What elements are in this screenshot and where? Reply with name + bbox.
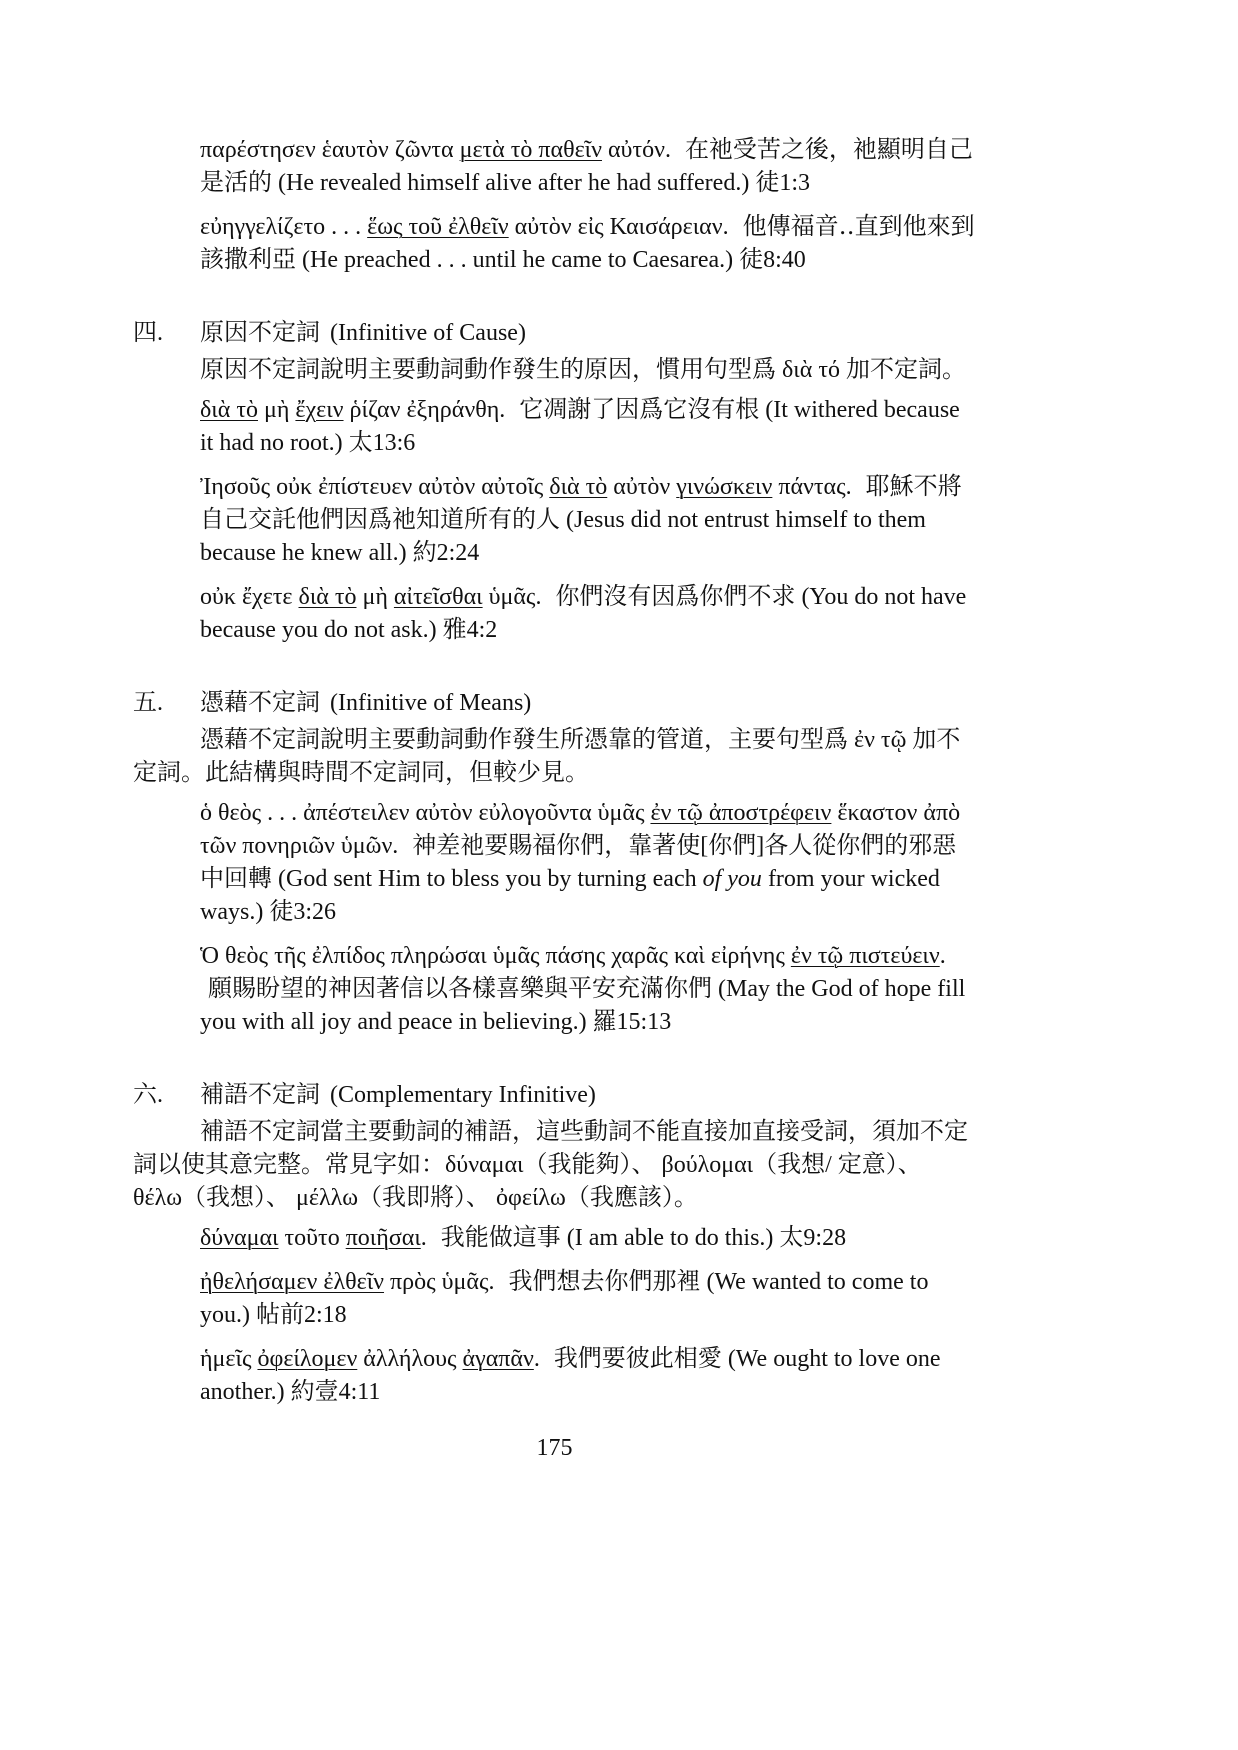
english-segment: (God sent Him to bless you by turning each	[278, 866, 703, 892]
greek-text	[200, 1346, 540, 1372]
greek-infinitive-underlined: δύναμαι	[200, 1225, 279, 1251]
scripture-reference: 雅4:2	[442, 617, 498, 643]
scripture-reference: 約2:24	[412, 540, 480, 566]
english-translation: (I am able to do this.)	[566, 1225, 774, 1251]
scripture-reference: 太13:6	[348, 430, 416, 456]
greek-infinitive-underlined: μετὰ τὸ παθεῖν	[459, 137, 602, 163]
greek-segment: μὴ	[257, 397, 296, 423]
english-translation: (We ought to love one another.)	[200, 1346, 941, 1405]
example-sentence	[200, 1266, 976, 1332]
chinese-translation: 我們想去你們那裡	[508, 1269, 701, 1295]
section-title-english: (Complementary Infinitive)	[330, 1082, 596, 1108]
section-infinitive-of-means	[133, 687, 976, 1039]
greek-segment: μὴ	[356, 584, 394, 610]
greek-infinitive-underlined: ἔχειν	[295, 397, 344, 423]
example-sentence	[200, 581, 976, 647]
section-heading	[133, 1079, 976, 1112]
example-sentence	[200, 797, 976, 929]
greek-segment: ὁ θεὸς . . . ἀπέστειλεν αὐτὸν εὐλογοῦντα ὑμᾶς	[200, 800, 651, 826]
chinese-translation: 他傳福音‥直到他來到該撒利亞	[200, 214, 975, 273]
section-complementary-infinitive	[133, 1079, 976, 1409]
english-translation: (It withered because it had no root.)	[200, 397, 960, 456]
example-sentence	[200, 211, 976, 277]
section-heading	[133, 317, 976, 350]
greek-segment: αὐτόν.	[601, 137, 671, 163]
scripture-reference: 太9:28	[779, 1225, 847, 1251]
greek-infinitive-underlined: αἰτεῖσθαι	[393, 584, 483, 610]
greek-infinitive-underlined: ὀφείλομεν	[257, 1346, 358, 1372]
greek-segment: Ὁ θεὸς τῆς ἐλπίδος πληρώσαι ὑμᾶς πάσης χαρᾶς καὶ εἰρήνης	[200, 943, 791, 969]
scripture-reference: 羅15:13	[592, 1009, 672, 1035]
scripture-reference: 徒8:40	[739, 247, 806, 273]
example-sentence	[200, 1343, 976, 1409]
greek-text	[200, 397, 505, 423]
greek-segment: ὑμᾶς.	[482, 584, 542, 610]
greek-infinitive-underlined: ἐν τῷ ἀποστρέφειν	[650, 800, 832, 826]
scripture-reference: 約壹4:11	[290, 1379, 381, 1405]
greek-infinitive-underlined: διὰ τὸ	[549, 474, 608, 500]
chinese-translation: 你們沒有因爲你們不求	[555, 584, 796, 610]
greek-segment: αὐτὸν εἰς Καισάρειαν.	[508, 214, 729, 240]
greek-infinitive-underlined: ἕως τοῦ ἐλθεῖν	[367, 214, 509, 240]
greek-infinitive-underlined: γινώσκειν	[676, 474, 773, 500]
greek-infinitive-underlined: ἐν τῷ πιστεύειν	[790, 943, 940, 969]
section-description: 補語不定詞當主要動詞的補語，這些動詞不能直接加直接受詞，須加不定詞以使其意完整。常見字如：δύναμαι（我能夠）、 βούλομαι（我想/ 定意）、 θέλω（我想）、 μέλλω（我即將）、 ὀφείλω（我應該）。	[133, 1119, 968, 1211]
continued-examples	[133, 134, 976, 277]
example-sentence	[200, 134, 976, 200]
greek-segment: αὐτὸν	[607, 474, 677, 500]
scripture-reference: 徒1:3	[755, 170, 810, 196]
greek-segment: παρέστησεν ἑαυτὸν ζῶντα	[200, 137, 460, 163]
section-description: 原因不定詞說明主要動詞動作發生的原因，慣用句型爲 διὰ τό 加不定詞。	[200, 357, 966, 383]
greek-segment: .	[939, 943, 946, 969]
section-number: 六.	[133, 1082, 163, 1108]
section-title-english: (Infinitive of Cause)	[330, 320, 526, 346]
chinese-translation: 它凋謝了因爲它沒有根	[519, 397, 760, 423]
greek-segment: ῥίζαν ἐξηράνθη.	[343, 397, 506, 423]
greek-segment: οὐκ ἔχετε	[200, 584, 299, 610]
chinese-translation: 神差祂要賜福你們，靠著使[你們]各人從你們的邪惡中回轉	[200, 833, 957, 892]
greek-segment: ἡμεῖς	[200, 1346, 258, 1372]
chinese-translation: 在祂受苦之後，祂顯明自己是活的	[200, 137, 973, 196]
greek-segment: ἀλλήλους	[357, 1346, 463, 1372]
chinese-translation: 願賜盼望的神因著信以各樣喜樂與平安充滿你們	[208, 976, 712, 1002]
english-translation: (He revealed himself alive after he had suffered.)	[278, 170, 750, 196]
section-description: 憑藉不定詞說明主要動詞動作發生所憑靠的管道，主要句型爲 ἐν τῷ 加不定詞。此結構與時間不定詞同，但較少見。	[133, 727, 961, 786]
greek-segment: Ἰησοῦς οὐκ ἐπίστευεν αὐτὸν αὐτοῖς	[200, 474, 550, 500]
text-column	[133, 134, 976, 1409]
greek-segment: πρὸς ὑμᾶς.	[384, 1269, 495, 1295]
greek-segment: .	[420, 1225, 427, 1251]
section-title-chinese: 補語不定詞	[200, 1082, 320, 1108]
greek-infinitive-underlined: ποιῆσαι	[345, 1225, 421, 1251]
greek-text	[200, 584, 541, 610]
greek-infinitive-underlined: διὰ τὸ	[298, 584, 357, 610]
chinese-translation: 我們要彼此相愛	[553, 1346, 722, 1372]
section-title-chinese: 原因不定詞	[200, 320, 320, 346]
section-heading	[133, 687, 976, 720]
english-italic-segment: of you	[702, 866, 762, 892]
english-translation: (You do not have because you do not ask.)	[200, 584, 967, 643]
english-translation: (Jesus did not entrust himself to them because he knew all.)	[200, 507, 926, 566]
english-translation: (We wanted to come to you.)	[200, 1269, 929, 1328]
greek-text	[200, 943, 946, 969]
section-title-chinese: 憑藉不定詞	[200, 690, 320, 716]
greek-text	[200, 214, 729, 240]
example-sentence	[200, 1222, 976, 1255]
section-number: 四.	[133, 320, 163, 346]
greek-text	[200, 1269, 494, 1295]
greek-text	[200, 474, 852, 500]
chinese-translation: 我能做這事	[440, 1225, 561, 1251]
chinese-translation: 耶穌不將自己交託他們因爲祂知道所有的人	[200, 474, 962, 533]
example-sentence	[200, 394, 976, 460]
scripture-reference: 徒3:26	[269, 899, 336, 925]
greek-segment: πάντας.	[772, 474, 852, 500]
greek-text	[200, 137, 671, 163]
greek-infinitive-underlined: διὰ τὸ	[200, 397, 258, 423]
greek-segment: .	[533, 1346, 540, 1372]
page-number: 175	[536, 1435, 573, 1461]
english-translation: (He preached . . . until he came to Caesarea.)	[302, 247, 734, 273]
english-segment: from your wicked ways.)	[200, 866, 940, 925]
example-sentence	[200, 471, 976, 570]
greek-text	[200, 1225, 427, 1251]
section-title-english: (Infinitive of Means)	[330, 690, 532, 716]
greek-segment: ἕκαστον ἀπὸ τῶν πονηριῶν ὑμῶν.	[200, 800, 961, 859]
section-number: 五.	[133, 690, 163, 716]
section-infinitive-of-cause	[133, 317, 976, 647]
english-translation: (May the God of hope fill you with all joy and peace in believing.)	[200, 976, 966, 1035]
example-sentence	[200, 940, 976, 1039]
greek-infinitive-underlined: ἠθελήσαμεν ἐλθεῖν	[200, 1269, 385, 1295]
greek-segment: εὐηγγελίζετο . . .	[200, 214, 368, 240]
scripture-reference: 帖前2:18	[256, 1302, 347, 1328]
greek-infinitive-underlined: ἀγαπᾶν	[462, 1346, 534, 1372]
greek-segment: τοῦτο	[278, 1225, 346, 1251]
